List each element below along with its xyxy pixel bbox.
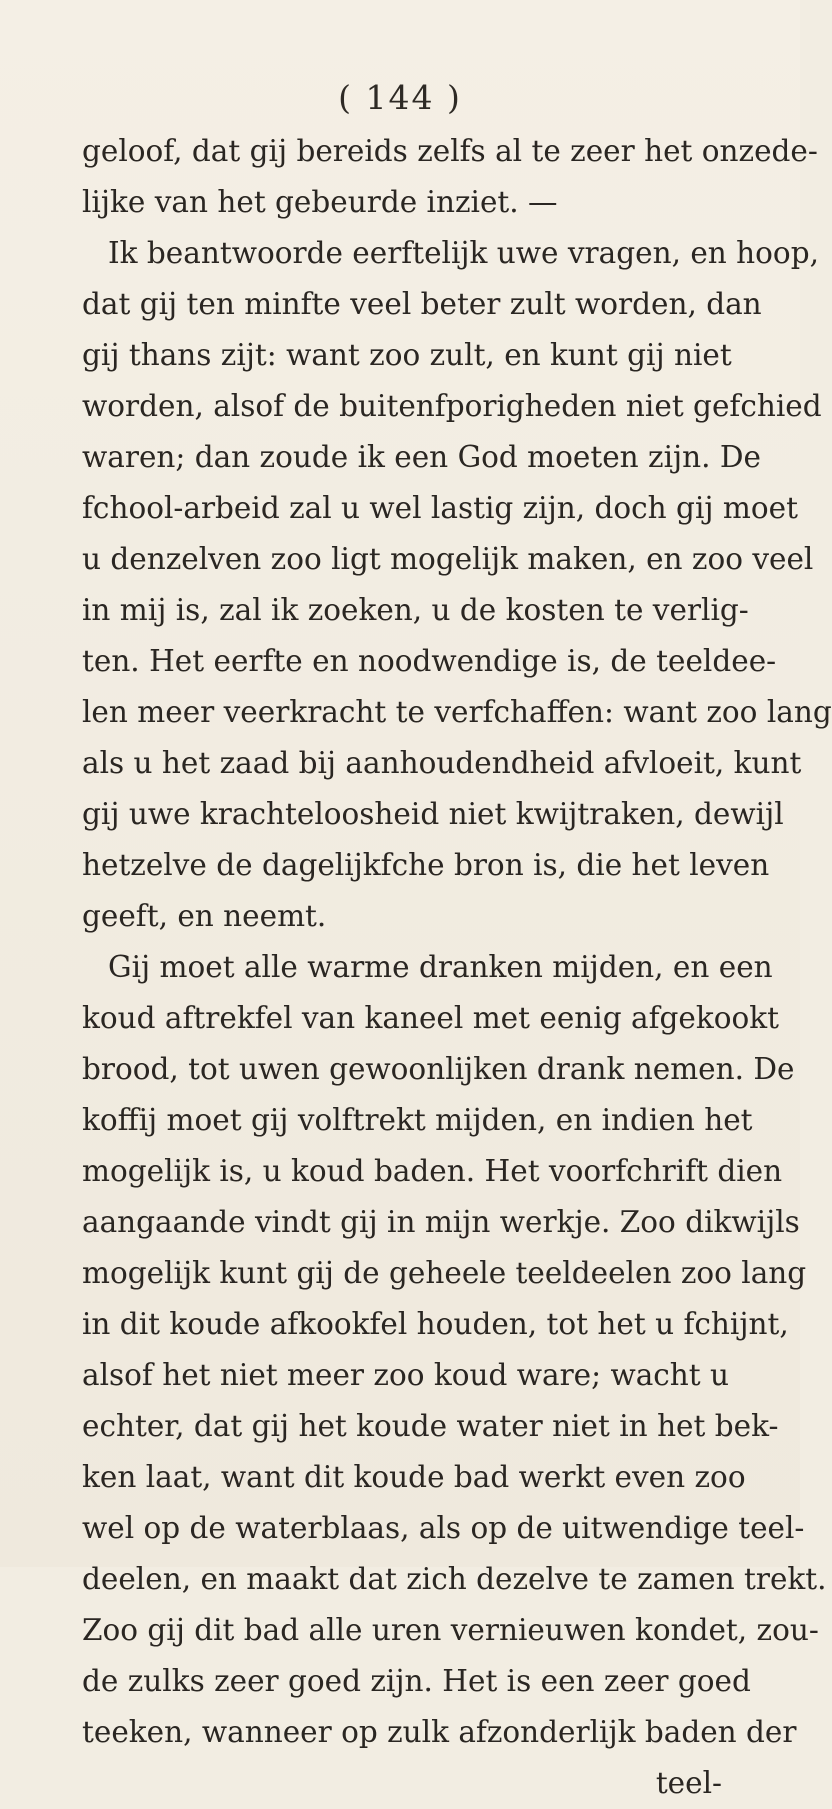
text-line: ten. Het eerfte en noodwendige is, de teeldee- (82, 644, 777, 678)
text-line: de zulks zeer goed zijn. Het is een zeer goed (82, 1664, 751, 1698)
text-line: Zoo gij dit bad alle uren vernieuwen kondet, zou- (82, 1613, 819, 1647)
text-line: hetzelve de dagelijkfche bron is, die het leven (82, 848, 770, 882)
text-line: mogelijk is, u koud baden. Het voorfchrift dien (82, 1154, 783, 1188)
text-line: koud aftrekfel van kaneel met eenig afgekookt (82, 1001, 779, 1035)
text-line: in dit koude afkookfel houden, tot het u fchijnt, (82, 1307, 789, 1341)
text-line: wel op de waterblaas, als op de uitwendige teel- (82, 1511, 805, 1545)
catchword: teel- (655, 1766, 722, 1800)
text-line: dat gij ten minfte veel beter zult worden, dan (82, 287, 762, 321)
text-line: lijke van het gebeurde inziet. — (82, 185, 558, 219)
text-line: gij thans zijt: want zoo zult, en kunt gij niet (82, 338, 732, 372)
text-line: koffij moet gij volftrekt mijden, en indien het (82, 1103, 753, 1137)
text-line: waren; dan zoude ik een God moeten zijn. De (82, 440, 762, 474)
text-line: Ik beantwoorde eerftelijk uwe vragen, en hoop, (108, 236, 819, 270)
text-line: ken laat, want dit koude bad werkt even zoo (82, 1460, 746, 1494)
text-line: u denzelven zoo ligt mogelijk maken, en zoo veel (82, 542, 814, 576)
text-line: mogelijk kunt gij de geheele teeldeelen zoo lang (82, 1256, 807, 1290)
text-line: teeken, wanneer op zulk afzonderlijk baden der (82, 1715, 797, 1749)
text-block (82, 126, 832, 1809)
text-line: brood, tot uwen gewoonlijken drank nemen. De (82, 1052, 795, 1086)
text-line: worden, alsof de buitenfporigheden niet gefchied (82, 389, 822, 423)
text-line: fchool-arbeid zal u wel lastig zijn, doch gij moet (82, 491, 798, 525)
text-line: geeft, en neemt. (82, 899, 327, 933)
page-number: ( 144 ) (338, 78, 462, 117)
text-line: deelen, en maakt dat zich dezelve te zamen trekt. (82, 1562, 827, 1596)
text-line: Gij moet alle warme dranken mijden, en een (108, 950, 773, 984)
text-line: len meer veerkracht te verfchaffen: want zoo lang (82, 695, 832, 729)
text-line: aangaande vindt gij in mijn werkje. Zoo dikwijls (82, 1205, 800, 1239)
text-line: in mij is, zal ik zoeken, u de kosten te verlig- (82, 593, 749, 627)
text-line: als u het zaad bij aanhoudendheid afvloeit, kunt (82, 746, 802, 780)
text-line: alsof het niet meer zoo koud ware; wacht u (82, 1358, 730, 1392)
text-line: gij uwe krachteloosheid niet kwijtraken, dewijl (82, 797, 784, 831)
text-line: echter, dat gij het koude water niet in het bek- (82, 1409, 779, 1443)
text-line: geloof, dat gij bereids zelfs al te zeer het onzede- (82, 134, 818, 168)
